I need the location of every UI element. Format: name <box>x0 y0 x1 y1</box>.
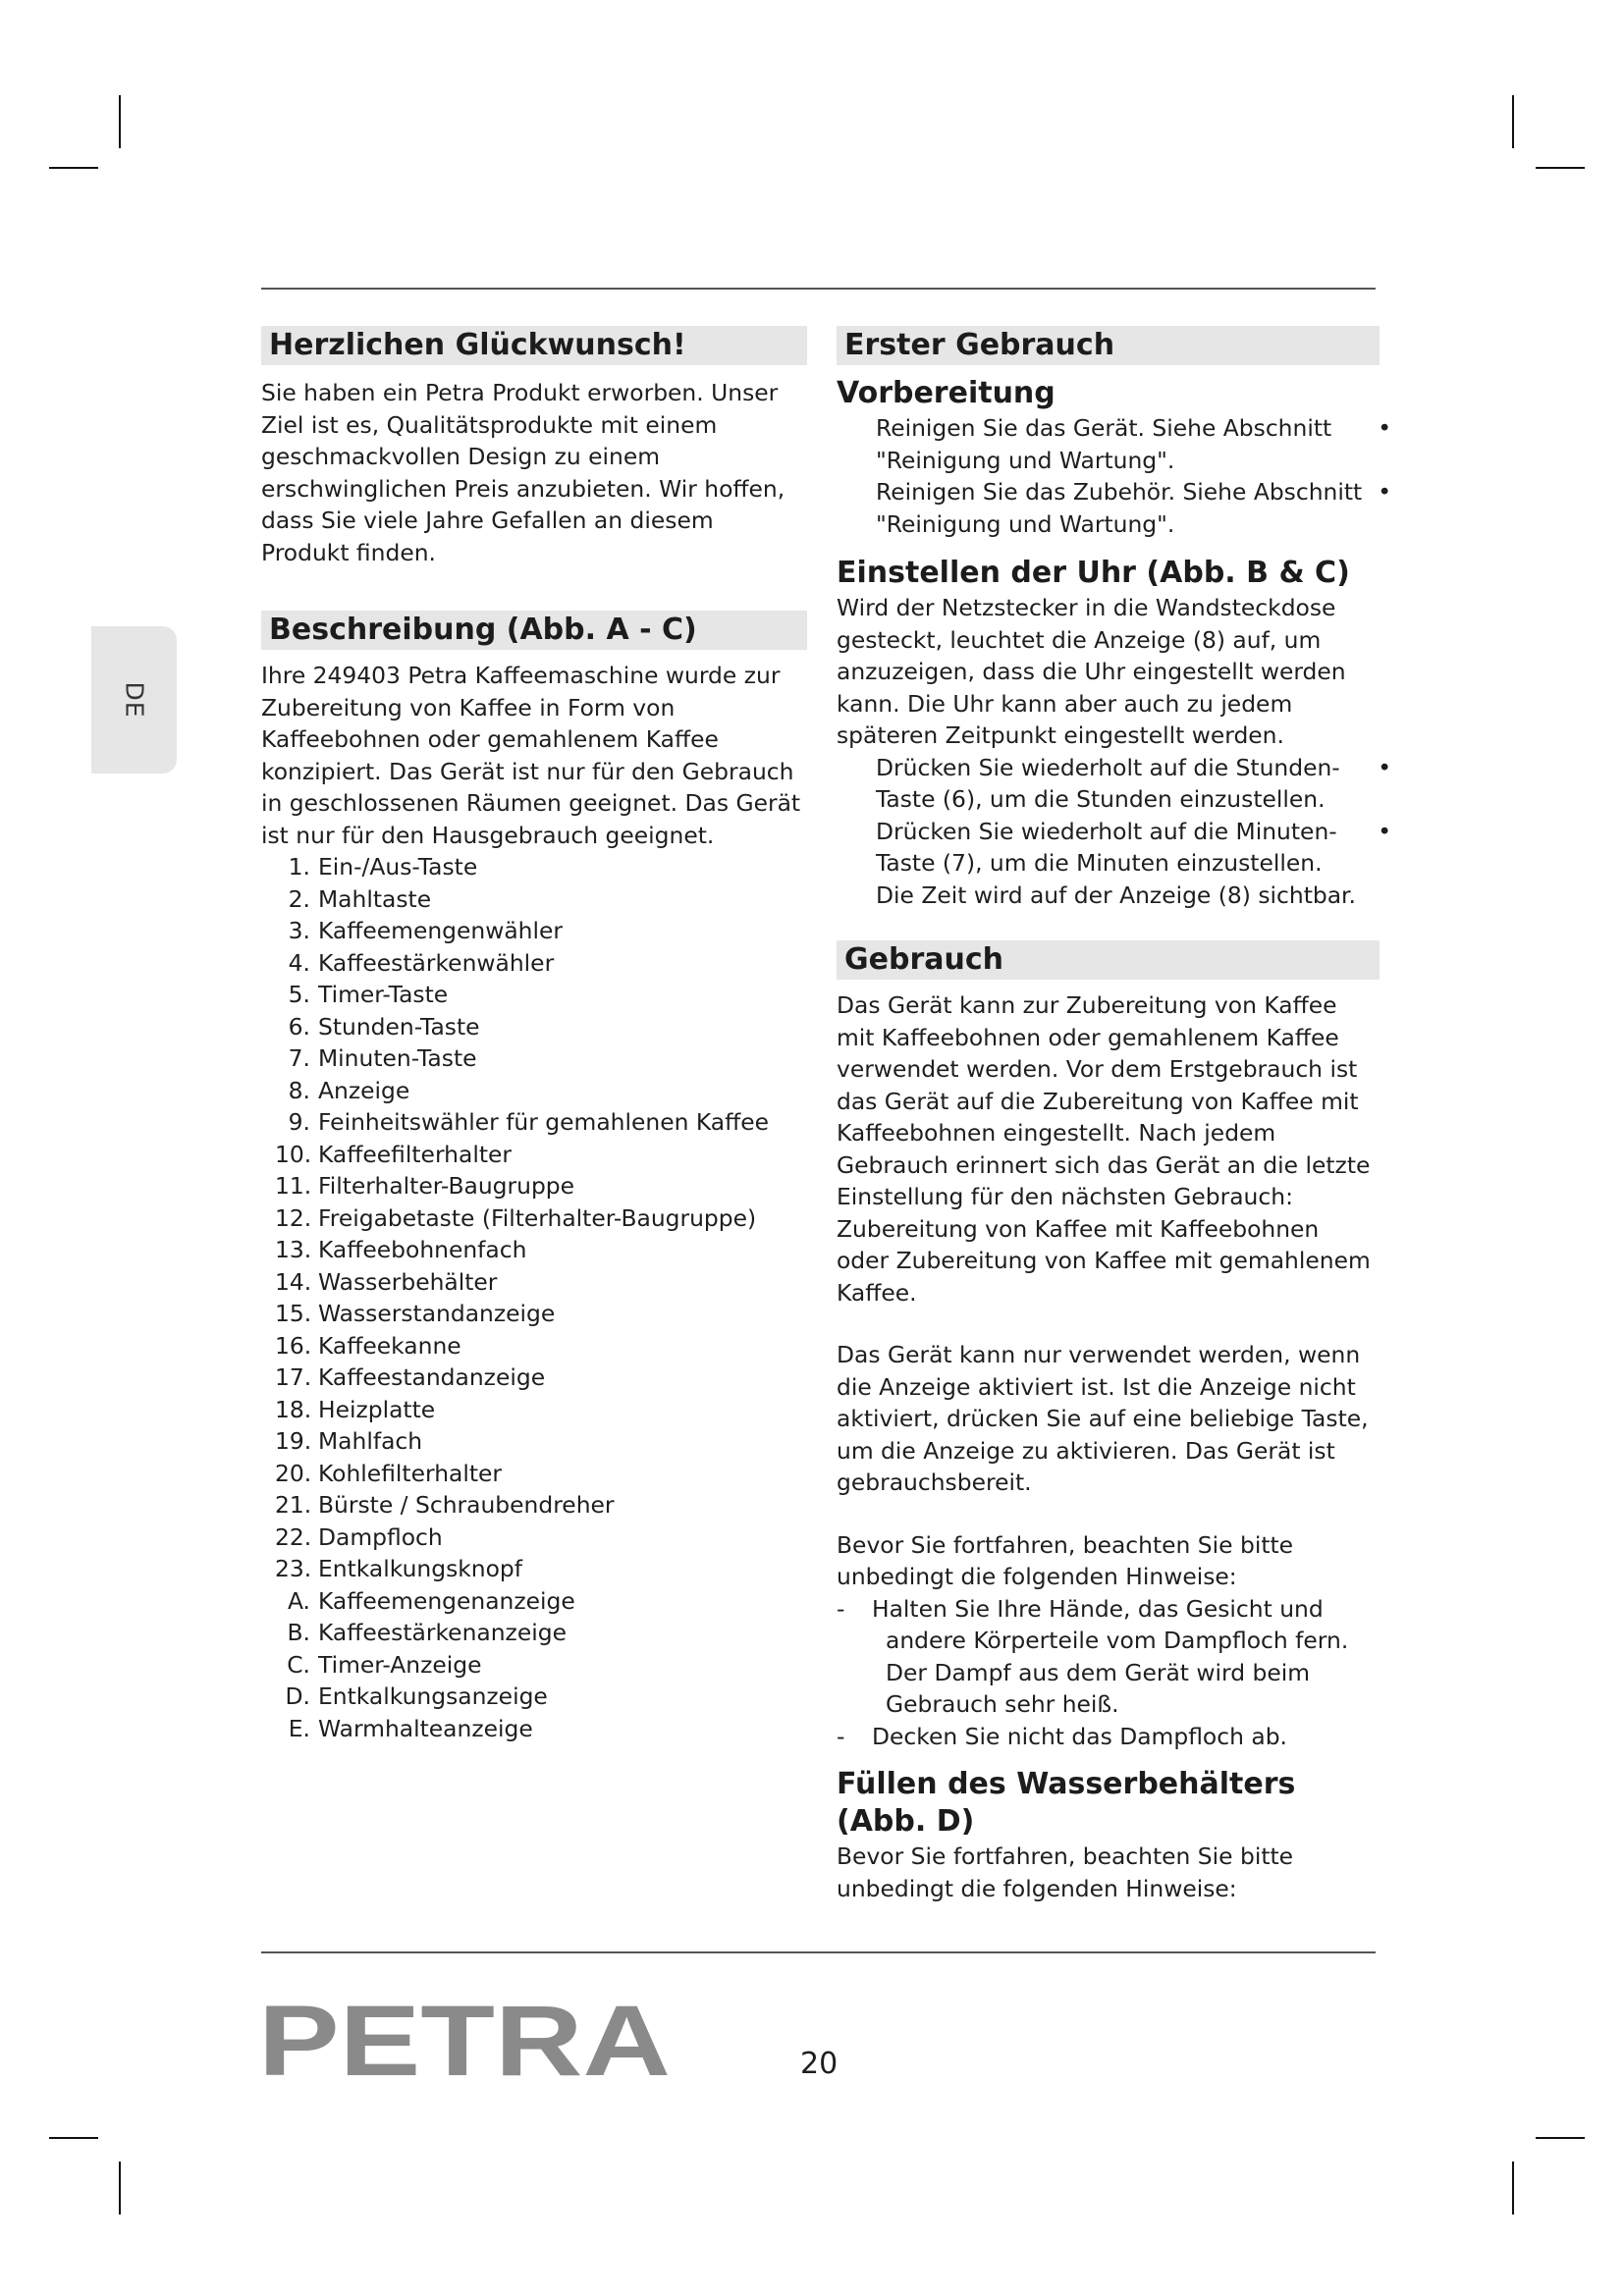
list-item: 12. Freigabetaste (Filterhalter-Baugruppe) <box>275 1203 757 1232</box>
list-item: 13. Kaffeebohnenfach <box>275 1236 527 1263</box>
text-line: kann. Die Uhr kann aber auch zu jedem <box>837 689 1293 718</box>
crop-mark <box>1536 167 1585 169</box>
text-line: konzipiert. Das Gerät ist nur für den Gebrauch <box>261 757 794 785</box>
text-line: Kaffeebohnen eingestellt. Nach jedem <box>837 1119 1276 1147</box>
usage-paragraph <box>837 1339 1391 1499</box>
text-line: Kaffeebohnen oder gemahlenem Kaffee <box>261 725 719 753</box>
list-item: B. Kaffeestärkenanzeige <box>287 1619 567 1646</box>
dash-item: - Decken Sie nicht das Dampfloch ab. <box>837 1721 1391 1753</box>
text-line: späteren Zeitpunkt eingestellt werden. <box>837 721 1284 749</box>
text-line: Einstellung für den nächsten Gebrauch: <box>837 1183 1293 1210</box>
bullet-dot: • <box>1378 478 1391 506</box>
welcome-heading: Herzlichen Glückwunsch! <box>261 326 807 365</box>
clock-heading: Einstellen der Uhr (Abb. B & C) <box>837 556 1350 590</box>
list-item: 20. Kohlefilterhalter <box>275 1459 503 1487</box>
description-text <box>261 660 807 851</box>
clock-text <box>837 592 1391 752</box>
top-rule <box>261 288 1376 290</box>
list-item: 19. Mahlfach <box>275 1427 423 1455</box>
list-item: C. Timer-Anzeige <box>287 1650 482 1679</box>
bullet-dot: • <box>1378 414 1391 442</box>
text-line: oder Zubereitung von Kaffee mit gemahlenem <box>837 1247 1371 1274</box>
description-heading: Beschreibung (Abb. A - C) <box>261 611 807 650</box>
usage-paragraph <box>837 1529 1391 1593</box>
list-item: 9. Feinheitswähler für gemahlenen Kaffee <box>288 1108 770 1136</box>
list-item: 5. Timer-Taste <box>288 981 449 1008</box>
text-line: dass Sie viele Jahre Gefallen an diesem <box>261 507 714 534</box>
list-item: 14. Wasserbehälter <box>275 1267 498 1296</box>
text-line: Das Gerät kann zur Zubereitung von Kaffee <box>837 991 1337 1019</box>
parts-list <box>261 851 807 1744</box>
list-item: 15. Wasserstandanzeige <box>275 1300 556 1327</box>
text-line: Zubereitung von Kaffee mit Kaffeebohnen <box>837 1214 1320 1243</box>
list-item: 10. Kaffeefilterhalter <box>275 1140 512 1168</box>
crop-mark <box>1536 2137 1585 2139</box>
text-line: Kaffee. <box>837 1278 917 1307</box>
text-line: das Gerät auf die Zubereitung von Kaffee mit <box>837 1087 1359 1115</box>
preparation-heading: Vorbereitung <box>837 376 1056 410</box>
text-line: anzuzeigen, dass die Uhr eingestellt werden <box>837 658 1346 685</box>
bullet-item: Reinigen Sie das Gerät. Siehe Abschnitt "Reinigung und Wartung". • <box>876 414 1391 474</box>
text-line: gesteckt, leuchtet die Anzeige (8) auf, um <box>837 625 1322 654</box>
first-use-heading: Erster Gebrauch <box>837 326 1380 365</box>
dash-marker: - <box>837 1594 845 1623</box>
text-line: Sie haben ein Petra Produkt erworben. Unser <box>261 379 779 406</box>
list-item: 17. Kaffeestandanzeige <box>275 1363 546 1391</box>
text-line: unbedingt die folgenden Hinweise: <box>837 1874 1237 1902</box>
text-line: geschmackvollen Design zu einem <box>261 443 661 470</box>
bullet-item: Reinigen Sie das Zubehör. Siehe Abschnitt "Reinigung und Wartung". • <box>876 478 1391 538</box>
text-line: Produkt finden. <box>261 538 436 566</box>
dash-item: - Halten Sie Ihre Hände, das Gesicht und andere Körperteile vom Dampfloch fern. Der Dampf aus dem Gerät wird beim Gebrauch sehr heiß. <box>837 1594 1349 1718</box>
text-line: Das Gerät kann nur verwendet werden, wenn <box>837 1341 1361 1368</box>
water-tank-heading: Füllen des Wasserbehälters (Abb. D) <box>837 1767 1296 1839</box>
text-line: erschwinglichen Preis anzubieten. Wir hoffen, <box>261 474 785 503</box>
list-item: 23. Entkalkungsknopf <box>275 1555 523 1582</box>
text-line: um die Anzeige zu aktivieren. Das Gerät ist <box>837 1436 1335 1465</box>
text-line: Zubereitung von Kaffee in Form von <box>261 693 676 721</box>
left-column <box>261 326 807 1744</box>
language-tab-label: DE <box>120 681 148 719</box>
list-item: 2. Mahltaste <box>288 884 432 913</box>
list-item: 6. Stunden-Taste <box>288 1012 480 1041</box>
clock-note: Die Zeit wird auf der Anzeige (8) sichtbar. <box>876 881 1356 909</box>
list-item: 22. Dampfloch <box>275 1522 443 1551</box>
list-item: D. Entkalkungsanzeige <box>285 1682 548 1710</box>
bullet-dot: • <box>1378 817 1391 845</box>
usage-paragraph <box>837 989 1391 1308</box>
crop-mark <box>49 2137 98 2139</box>
bullet-item: Drücken Sie wiederholt auf die Minuten- Taste (7), um die Minuten einzustellen. • <box>876 817 1391 877</box>
text-line: gebrauchsbereit. <box>837 1468 1032 1496</box>
crop-mark <box>119 95 121 148</box>
text-line: Ziel ist es, Qualitätsprodukte mit einem <box>261 410 718 439</box>
text-line: aktiviert, drücken Sie auf eine beliebige Taste, <box>837 1405 1369 1432</box>
crop-mark <box>119 2162 121 2215</box>
text-line: Bevor Sie fortfahren, beachten Sie bitte <box>837 1842 1294 1870</box>
bullet-dot: • <box>1378 753 1391 781</box>
crop-mark <box>1512 95 1514 148</box>
page-number: 20 <box>800 2047 839 2081</box>
usage-heading: Gebrauch <box>837 940 1380 980</box>
list-item: 11. Filterhalter-Baugruppe <box>275 1172 575 1200</box>
text-line: Wird der Netzstecker in die Wandsteckdose <box>837 594 1336 621</box>
petra-logo <box>258 1997 676 2089</box>
text-line: ist nur für den Hausgebrauch geeignet. <box>261 821 715 849</box>
svg-text:PETRA: PETRA <box>258 1997 671 2085</box>
crop-mark <box>49 167 98 169</box>
list-item: 21. Bürste / Schraubendreher <box>275 1491 615 1519</box>
list-item: 3. Kaffeemengenwähler <box>288 917 564 944</box>
list-item: 18. Heizplatte <box>275 1395 436 1423</box>
text-line: verwendet werden. Vor dem Erstgebrauch ist <box>837 1055 1358 1083</box>
list-item: 16. Kaffeekanne <box>275 1331 461 1360</box>
list-item: 1. Ein-/Aus-Taste <box>288 853 478 881</box>
language-tab <box>91 626 177 774</box>
welcome-text <box>261 377 807 568</box>
text-line: mit Kaffeebohnen oder gemahlenem Kaffee <box>837 1023 1339 1051</box>
right-column <box>837 326 1391 1904</box>
text-line: in geschlossenen Räumen geeignet. Das Gerät <box>261 789 801 817</box>
crop-mark <box>1512 2162 1514 2215</box>
list-item: E. Warmhalteanzeige <box>288 1714 533 1742</box>
dash-marker: - <box>837 1722 845 1750</box>
text-line: Bevor Sie fortfahren, beachten Sie bitte <box>837 1530 1294 1559</box>
text-line: Ihre 249403 Petra Kaffeemaschine wurde zur <box>261 662 781 689</box>
bullet-item: Drücken Sie wiederholt auf die Stunden- Taste (6), um die Stunden einzustellen. • <box>876 753 1391 813</box>
text-line: die Anzeige aktiviert ist. Ist die Anzeige nicht <box>837 1372 1356 1401</box>
list-item: 4. Kaffeestärkenwähler <box>288 948 555 977</box>
list-item: A. Kaffeemengenanzeige <box>287 1586 575 1615</box>
list-item: 8. Anzeige <box>288 1076 410 1104</box>
text-line: unbedingt die folgenden Hinweise: <box>837 1563 1237 1590</box>
water-tank-text <box>837 1841 1391 1904</box>
bottom-rule <box>261 1951 1376 1953</box>
text-line: Gebrauch erinnert sich das Gerät an die letzte <box>837 1150 1371 1179</box>
list-item: 7. Minuten-Taste <box>288 1044 477 1072</box>
